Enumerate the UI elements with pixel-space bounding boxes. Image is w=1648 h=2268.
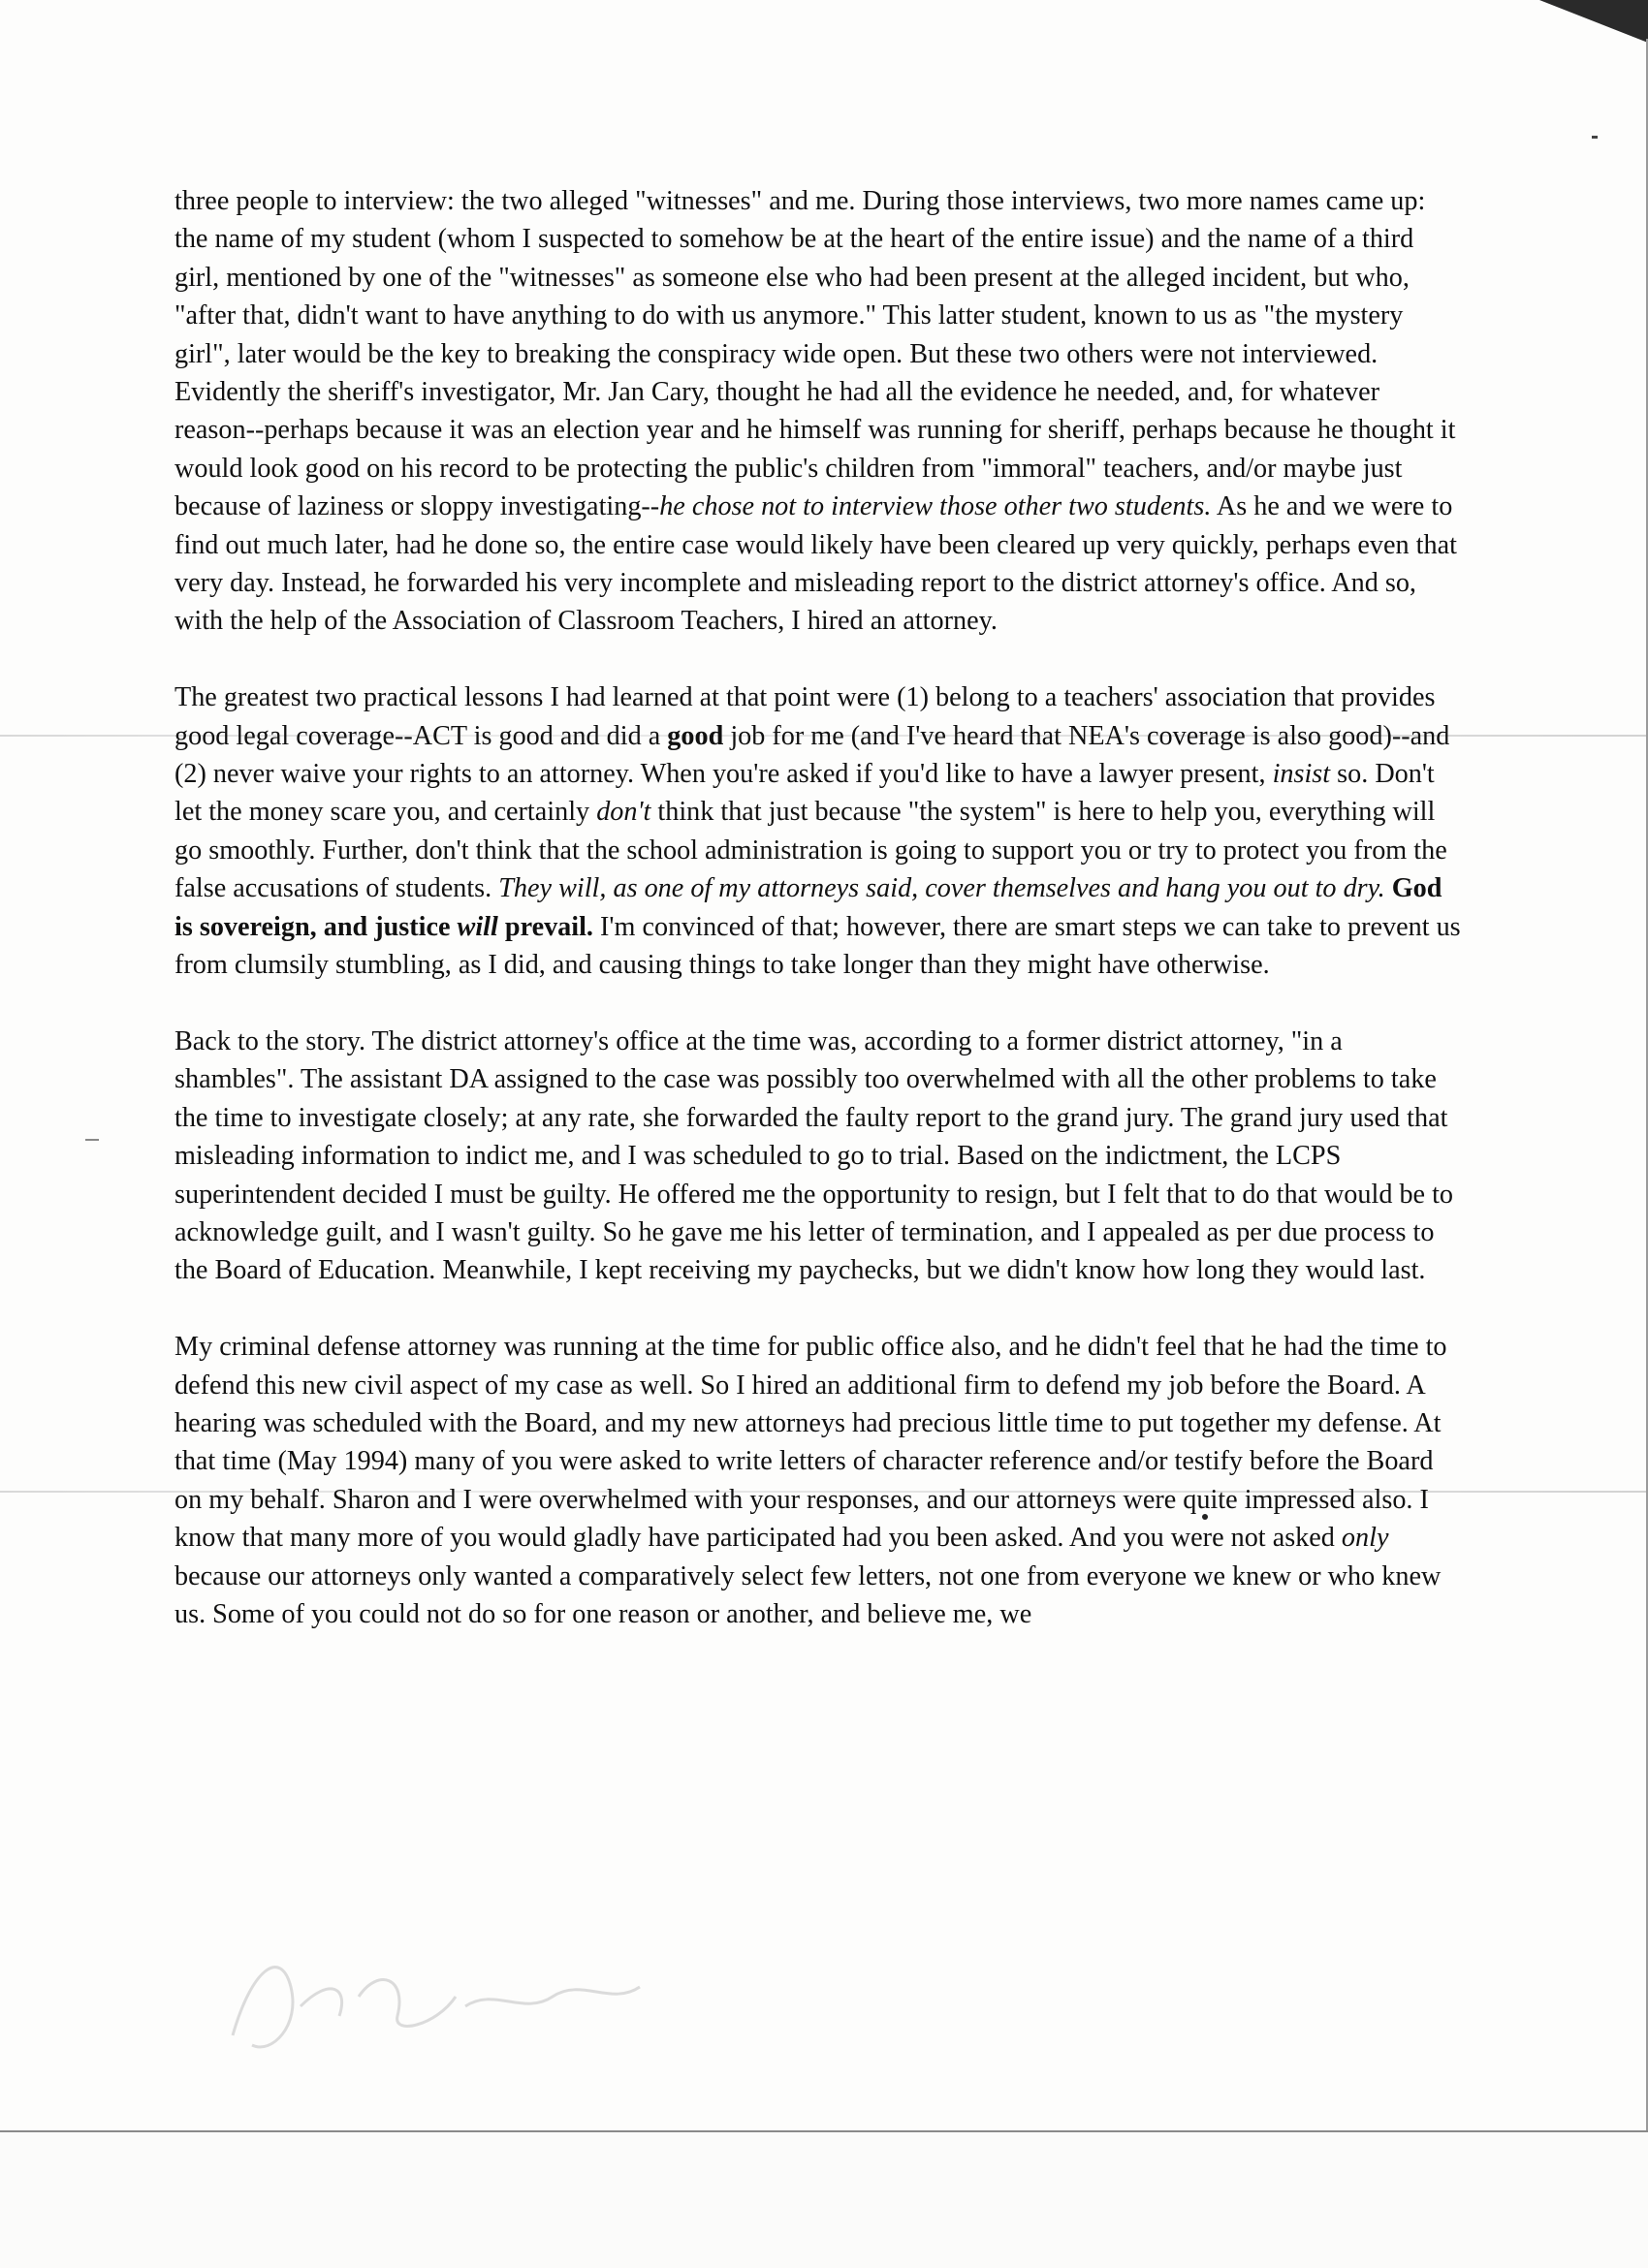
text-run: I'm convinced of that; however, there are smart steps we can take to prevent us from clumsily stumbling, as I did, and causing things to take longer than they might have otherwise. <box>174 911 1461 981</box>
signature-bleed-through <box>213 1929 659 2064</box>
text-run: will <box>457 911 498 942</box>
text-run: good <box>667 720 724 751</box>
text-run: job for me (and I've heard that NEA's coverage is also good)--and (2) never waive your rights to an attorney. When you're asked if you'd like to have a lawyer present, <box>174 720 1450 790</box>
text-run: insist <box>1272 759 1331 790</box>
text-run: he chose not to interview those other two students. <box>659 491 1212 522</box>
text-run: only <box>1341 1523 1389 1554</box>
text-run: My criminal defense attorney was running at the time for public office also, and he didn't feel that he had the time to defend this new civil aspect of my case as well. So I hired an additional firm to defend my job before the Board. A hearing was scheduled with the Board, and my new attorneys had precious little time to put together my defense. At that time (May 1994) many of you were asked to write letters of character reference and/or testify before the Board on my behalf. Sharon and I were overwhelmed with your responses, and our attorneys were quite impressed also. I know that many more of you would gladly have participated had you been asked. And you were not asked <box>174 1332 1447 1554</box>
paragraph-interview-account <box>174 182 1464 641</box>
text-run: three people to interview: the two alleged "witnesses" and me. During those interviews, two more names came up: the name of my student (whom I suspected to somehow be at the heart of the entire issue) and the name of a third girl, mentioned by one of the "witnesses" as someone else who had been present at the alleged incident, but who, "after that, didn't want to have anything to do with us anymore." This latter student, known to us as "the mystery girl", later would be the key to breaking the conspiracy wide open. But these two others were not interviewed. Evidently the sheriff's investigator, Mr. Jan Cary, thought he had all the evidence he needed, and, for whatever reason--perhaps because it was an election year and he himself was running for sheriff, perhaps because he thought it would look good on his record to be protecting the public's children from "immoral" teachers, and/or maybe just because of laziness or sloppy investigating-- <box>174 186 1456 522</box>
text-run: because our attorneys only wanted a comparatively select few letters, not one from everyone we knew or who knew us. Some of you could not do so for one reason or another, and believe me, we <box>174 1560 1442 1629</box>
paragraph-lessons-learned <box>174 678 1464 984</box>
text-run: so. Don't let the money scare you, and certainly <box>174 759 1435 828</box>
text-run: think that just because "the system" is here to help you, everything will go smoothly. Further, don't think that the school administration is going to support you or try to protect you from the false accusations of students. <box>174 797 1447 904</box>
text-run: The greatest two practical lessons I had learned at that point were (1) belong to a teachers' association that provides good legal coverage--ACT is good and did a <box>174 682 1436 751</box>
text-run: God is sovereign, and justice <box>174 873 1442 942</box>
text-run: As he and we were to find out much later, had he done so, the entire case would likely have been cleared up very quickly, perhaps even that very day. Instead, he forwarded his very incomplete and misleading report to the district attorney's office. And so, with the help of the Association of Classroom Teachers, I hired an attorney. <box>174 491 1457 637</box>
text-run: don't <box>596 797 651 828</box>
text-run: They will, as one of my attorneys said, cover themselves and hang you out to dry. <box>498 873 1385 904</box>
margin-mark-left <box>85 1139 99 1141</box>
paragraph-defense-attorney <box>174 1328 1464 1633</box>
text-run <box>1385 873 1392 903</box>
text-run: prevail. <box>497 911 593 942</box>
letter-body <box>174 182 1464 1672</box>
scanner-bed-margin <box>0 2130 1648 2268</box>
margin-mark <box>1592 136 1598 139</box>
text-run: Back to the story. The district attorney's office at the time was, according to a former district attorney, "in a shambles". The assistant DA assigned to the case was possibly too overwhelmed with all the other problems to take the time to investigate closely; at any rate, she forwarded the faulty report to the grand jury. The grand jury used that misleading information to indict me, and I was scheduled to go to trial. Based on the indictment, the LCPS superintendent decided I must be guilty. He offered me the opportunity to resign, but I felt that to do that would be to acknowledge guilt, and I wasn't guilty. So he gave me his letter of termination, and I appealed as per due process to the Board of Education. Meanwhile, I kept receiving my paychecks, but we didn't know how long they would last. <box>174 1025 1454 1286</box>
paragraph-district-attorney <box>174 1023 1464 1290</box>
folded-corner <box>1539 0 1648 43</box>
